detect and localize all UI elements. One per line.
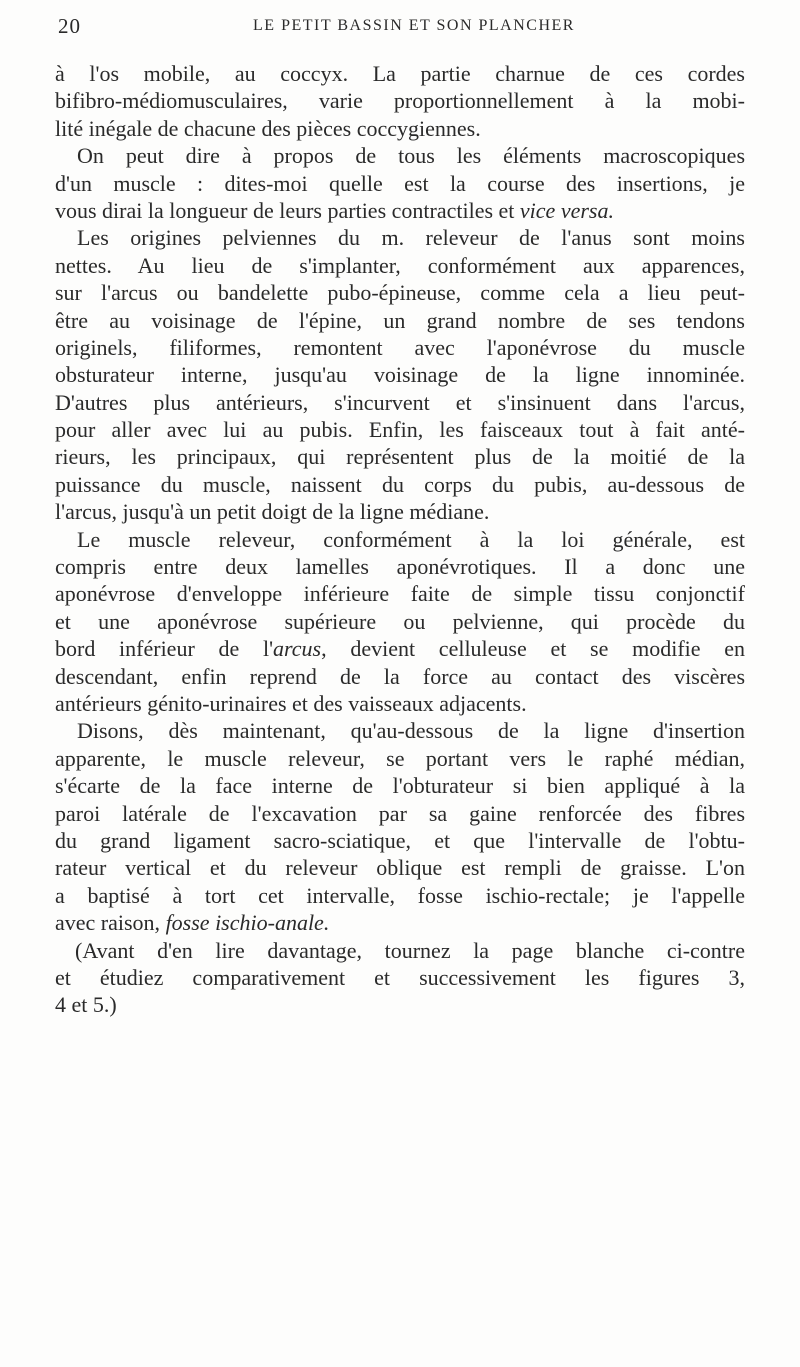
text-line: obsturateur interne, jusqu'au voisinage de la ligne innominée. (55, 362, 745, 388)
running-head (58, 14, 740, 40)
text-segment: , devient celluleuse et se modifie en (321, 636, 745, 662)
text-line: paroi latérale de l'excavation par sa gaine renforcée des fibres (55, 800, 745, 826)
text-line: antérieurs génito-urinaires et des vaisseaux adjacents. (55, 690, 527, 716)
text-line: et une aponévrose supérieure ou pelvienne, qui procède du (55, 608, 745, 634)
text-line: nettes. Au lieu de s'implanter, conformément aux apparences, (55, 252, 745, 278)
text-line: Disons, dès maintenant, qu'au-dessous de la ligne d'insertion (77, 718, 745, 744)
text-line: à l'os mobile, au coccyx. La partie charnue de ces cordes (55, 61, 745, 86)
body-text (55, 60, 745, 1019)
text-line: sur l'arcus ou bandelette pubo-épineuse, comme cela a lieu peut- (55, 280, 745, 306)
text-segment: vous dirai la longueur de leurs parties contractiles et (55, 197, 520, 223)
text-line: d'un muscle : dites-moi quelle est la course des insertions, je (55, 170, 745, 196)
text-line: l'arcus, jusqu'à un petit doigt de la ligne médiane. (55, 499, 490, 525)
text-line: (Avant d'en lire davantage, tournez la page blanche ci-contre (75, 937, 745, 963)
text-line (55, 635, 745, 662)
text-line: s'écarte de la face interne de l'obturateur si bien appliqué à la (55, 773, 745, 799)
text-line: On peut dire à propos de tous les éléments macroscopiques (77, 143, 745, 169)
text-line: Les origines pelviennes du m. releveur de l'anus sont moins (77, 225, 745, 251)
text-line: et étudiez comparativement et successivement les figures 3, (55, 964, 745, 990)
text-line: a baptisé à tort cet intervalle, fosse ischio-rectale; je l'appelle (55, 882, 745, 908)
running-head-title: LE PETIT BASSIN ET SON PLANCHER (253, 17, 575, 34)
italic-term: arcus (273, 636, 322, 662)
text-line: compris entre deux lamelles aponévrotiques. Il a donc une (55, 554, 745, 580)
text-segment: avec raison, (55, 910, 166, 936)
italic-term: fosse ischio-anale. (165, 910, 330, 936)
text-line: être au voisinage de l'épine, un grand nombre de ses tendons (55, 307, 745, 333)
text-line: aponévrose d'enveloppe inférieure faite de simple tissu conjonctif (55, 581, 745, 607)
text-line (55, 909, 745, 936)
text-line: 4 et 5.) (55, 992, 117, 1018)
text-line: rateur vertical et du releveur oblique est rempli de graisse. L'on (55, 855, 745, 881)
text-line: rieurs, les principaux, qui représentent plus de la moitié de la (55, 444, 745, 470)
text-line: apparente, le muscle releveur, se portant vers le raphé médian, (55, 745, 745, 771)
italic-term: vice versa. (519, 197, 614, 223)
text-line (55, 197, 745, 224)
text-segment: bord inférieur de l' (55, 636, 274, 662)
text-line: originels, filiformes, remontent avec l'aponévrose du muscle (55, 334, 745, 360)
text-line: Le muscle releveur, conformément à la loi générale, est (77, 526, 745, 552)
text-line: du grand ligament sacro-sciatique, et que l'intervalle de l'obtu- (55, 827, 745, 853)
page-number: 20 (58, 14, 81, 38)
text-line: D'autres plus antérieurs, s'incurvent et s'insinuent dans l'arcus, (55, 389, 745, 415)
text-line: pour aller avec lui au pubis. Enfin, les faisceaux tout à fait anté- (55, 417, 745, 443)
text-line: lité inégale de chacune des pièces coccygiennes. (55, 115, 481, 141)
text-line: bifibro-médiomusculaires, varie proportionnellement à la mobi- (55, 88, 745, 114)
text-line: puissance du muscle, naissent du corps du pubis, au-dessous de (55, 471, 745, 497)
text-line: descendant, enfin reprend de la force au contact des viscères (55, 663, 745, 689)
